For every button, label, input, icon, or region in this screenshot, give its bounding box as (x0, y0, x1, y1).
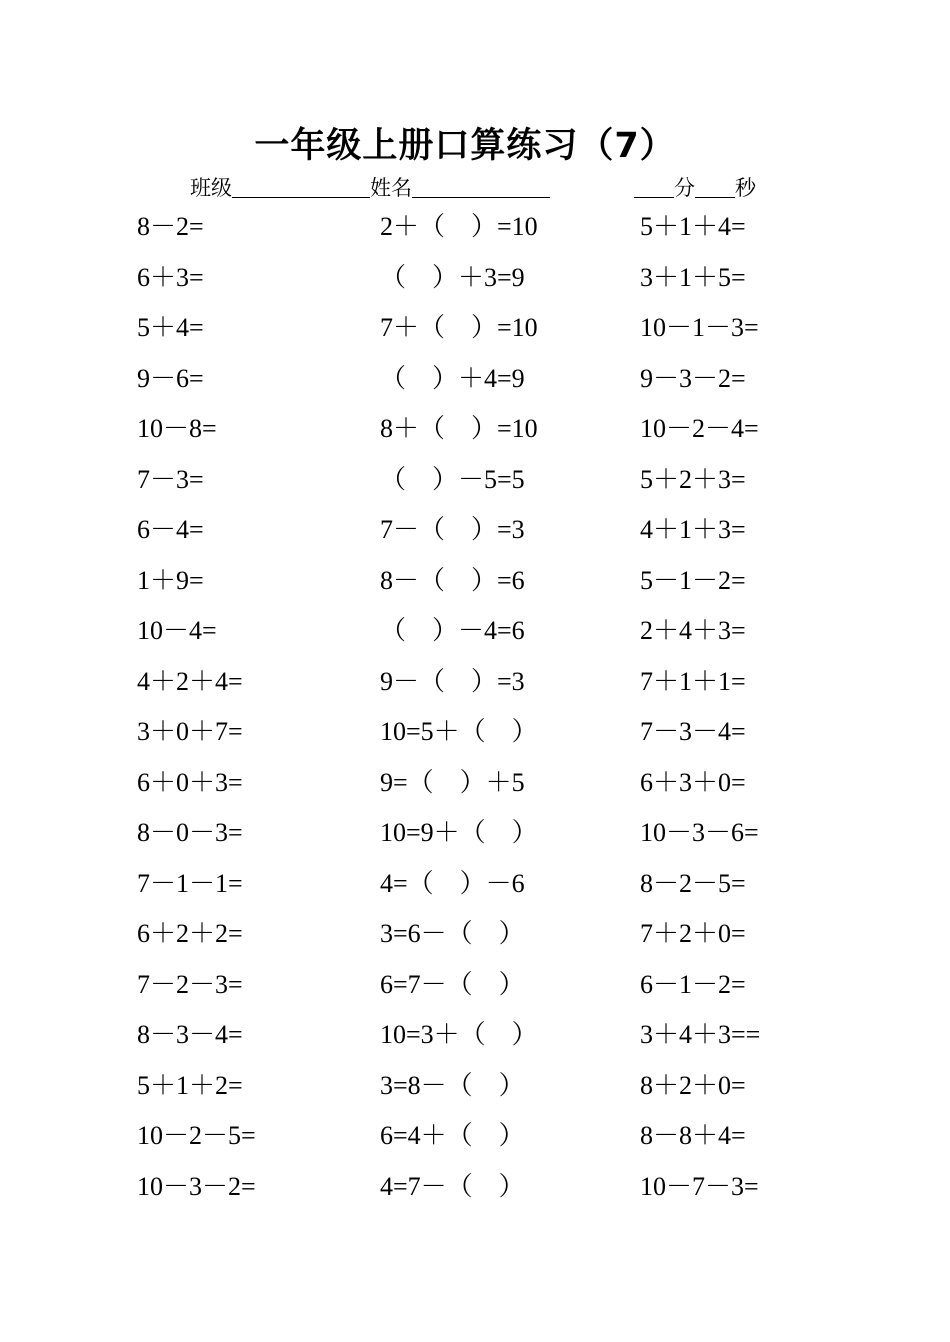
problem-item: 8－（ ）=6 (380, 565, 525, 595)
problem-item: 6－1－2= (640, 969, 746, 999)
time-info (634, 173, 756, 203)
problem-item: 10－3－2= (137, 1171, 256, 1201)
problem-item: 9－（ ）=3 (380, 666, 525, 696)
student-info (190, 173, 550, 203)
problem-row (0, 912, 950, 963)
second-label: 秒 (735, 176, 756, 200)
problem-grid (0, 205, 950, 1215)
problem-item: 8－2－5= (640, 868, 746, 898)
problem-row (0, 407, 950, 458)
problem-item: 8＋（ ）=10 (380, 414, 538, 443)
problem-item: 7－3= (137, 464, 204, 494)
class-label: 班级 (190, 176, 232, 200)
problem-row (0, 559, 950, 610)
problem-row (0, 660, 950, 711)
problem-item: 5＋2＋3= (640, 464, 746, 494)
problem-item: 9=（ ）＋5 (380, 767, 525, 797)
name-label: 姓名 (370, 176, 412, 200)
problem-row (0, 811, 950, 862)
name-blank[interactable] (412, 173, 550, 198)
problem-item: 7－2－3= (137, 969, 243, 999)
minute-blank[interactable] (634, 173, 674, 198)
problem-item: 1＋9= (137, 565, 204, 595)
problem-row (0, 458, 950, 509)
problem-row (0, 1165, 950, 1216)
problem-item: 4＋1＋3= (640, 515, 746, 544)
problem-item: 10－3－6= (640, 818, 759, 847)
problem-item: 7＋（ ）=10 (380, 313, 538, 342)
problem-item: 5＋4= (137, 313, 204, 342)
problem-item: 8－3－4= (137, 1020, 243, 1049)
problem-item: 6=7－（ ） (380, 969, 525, 999)
problem-item: （ ）＋3=9 (380, 262, 525, 292)
problem-item: 9－3－2= (640, 363, 746, 393)
problem-item: 5－1－2= (640, 565, 746, 595)
problem-item: 6－4= (137, 515, 204, 544)
minute-label: 分 (674, 176, 695, 200)
problem-row (0, 256, 950, 307)
class-blank[interactable] (232, 173, 370, 198)
problem-row (0, 357, 950, 408)
problem-item: 8－2= (137, 212, 204, 241)
problem-item: 6=4＋（ ） (380, 1121, 525, 1150)
problem-item: 7＋1＋1= (640, 666, 746, 696)
problem-item: 10－2－5= (137, 1121, 256, 1150)
problem-item: 6＋3= (137, 262, 204, 292)
problem-item: 6＋3＋0= (640, 767, 746, 797)
problem-row (0, 761, 950, 812)
problem-item: 2＋（ ）=10 (380, 212, 538, 241)
problem-row (0, 862, 950, 913)
problem-item: 7－（ ）=3 (380, 515, 525, 544)
problem-item: （ ）－4=6 (380, 616, 525, 645)
problem-item: 3＋4＋3== (640, 1020, 761, 1049)
problem-item: 7－1－1= (137, 868, 243, 898)
problem-item: 4＋2＋4= (137, 666, 243, 696)
problem-item: 2＋4＋3= (640, 616, 746, 645)
problem-item: 3＋0＋7= (137, 717, 243, 746)
problem-item: 10－8= (137, 414, 217, 443)
problem-item: 5＋1＋2= (137, 1070, 243, 1100)
problem-row (0, 1013, 950, 1064)
problem-row (0, 1064, 950, 1115)
problem-item: 6＋2＋2= (137, 919, 243, 948)
problem-item: 3=6－（ ） (380, 919, 525, 948)
problem-item: 7＋2＋0= (640, 919, 746, 948)
problem-row (0, 710, 950, 761)
problem-row (0, 508, 950, 559)
problem-row (0, 205, 950, 256)
problem-item: 8－8＋4= (640, 1121, 746, 1150)
problem-item: 8＋2＋0= (640, 1070, 746, 1100)
problem-item: 10－1－3= (640, 313, 759, 342)
problem-item: 10－4= (137, 616, 217, 645)
problem-item: 5＋1＋4= (640, 212, 746, 241)
problem-item: （ ）－5=5 (380, 464, 525, 494)
problem-item: 10=9＋（ ） (380, 818, 538, 847)
problem-item: 4=7－（ ） (380, 1171, 525, 1201)
problem-row (0, 306, 950, 357)
problem-item: （ ）＋4=9 (380, 363, 525, 393)
worksheet-title: 一年级上册口算练习（7） (254, 126, 676, 166)
problem-item: 10－2－4= (640, 414, 759, 443)
problem-item: 3=8－（ ） (380, 1070, 525, 1100)
problem-item: 3＋1＋5= (640, 262, 746, 292)
problem-item: 7－3－4= (640, 717, 746, 746)
problem-row (0, 963, 950, 1014)
problem-item: 6＋0＋3= (137, 767, 243, 797)
problem-row (0, 1114, 950, 1165)
problem-row (0, 609, 950, 660)
problem-item: 9－6= (137, 363, 204, 393)
problem-item: 10=3＋（ ） (380, 1020, 538, 1049)
problem-item: 10=5＋（ ） (380, 717, 538, 746)
second-blank[interactable] (695, 173, 735, 198)
problem-item: 10－7－3= (640, 1171, 759, 1201)
problem-item: 4=（ ）－6 (380, 868, 525, 898)
problem-item: 8－0－3= (137, 818, 243, 847)
